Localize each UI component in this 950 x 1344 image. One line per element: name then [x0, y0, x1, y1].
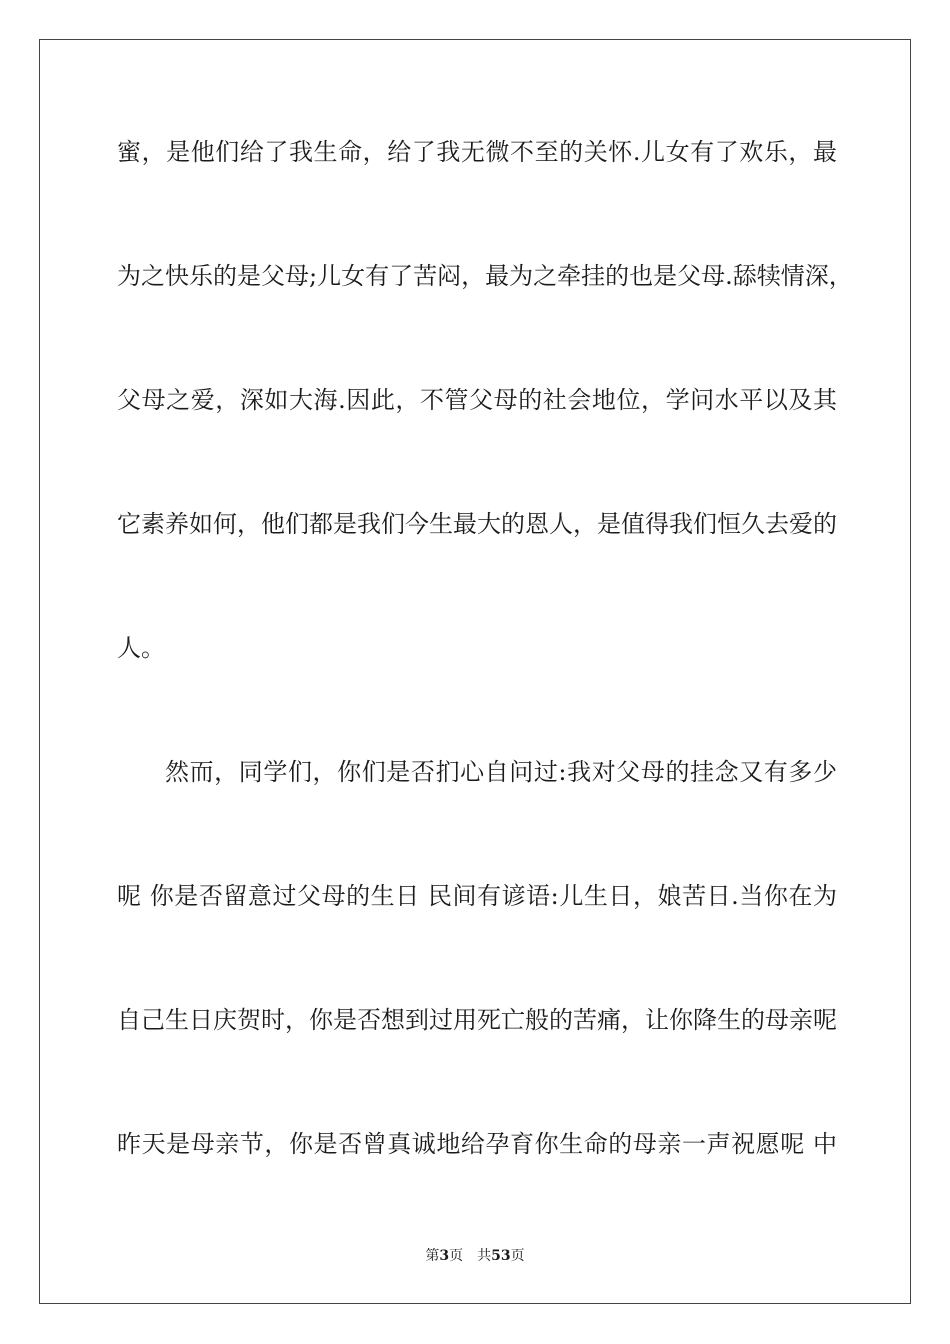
paragraph-line: 父母之爱，深如大海.因此，不管父母的社会地位，学问水平以及其 — [117, 386, 837, 414]
paragraph-line: 然而，同学们，你们是否扪心自问过:我对父母的挂念又有多少 — [165, 758, 837, 786]
paragraph-line: 为之快乐的是父母;儿女有了苦闷，最为之牵挂的也是父母.舔犊情深， — [117, 262, 853, 290]
paragraph-line: 蜜，是他们给了我生命，给了我无微不至的关怀.儿女有了欢乐，最 — [117, 138, 837, 166]
paragraph-line: 人。 — [117, 634, 165, 662]
page-border — [39, 39, 911, 1304]
paragraph-line: 自己生日庆贺时，你是否想到过用死亡般的苦痛，让你降生的母亲呢 — [117, 1006, 837, 1034]
total-pages-label: 共53页 — [477, 1248, 525, 1264]
paragraph-line: 昨天是母亲节，你是否曾真诚地给孕育你生命的母亲一声祝愿呢 中 — [117, 1130, 837, 1158]
paragraph-line: 它素养如何，他们都是我们今生最大的恩人，是值得我们恒久去爱的 — [117, 510, 837, 538]
page-footer — [0, 1247, 950, 1265]
page-number-label: 第3页 — [425, 1248, 464, 1264]
paragraph-line: 呢 你是否留意过父母的生日 民间有谚语:儿生日，娘苦日.当你在为 — [117, 882, 837, 910]
